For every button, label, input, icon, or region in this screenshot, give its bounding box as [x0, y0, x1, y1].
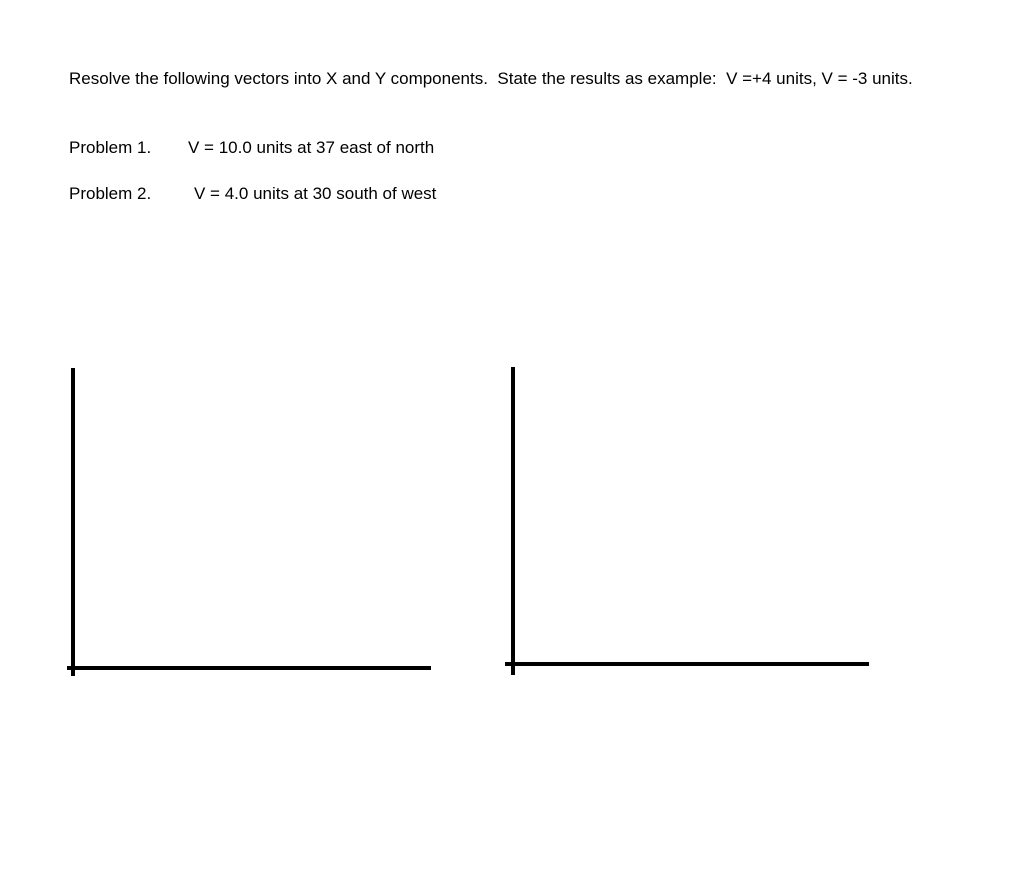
problem-1-label: Problem 1. — [69, 138, 152, 157]
problem-2-statement: V = 4.0 units at 30 south of west — [194, 184, 437, 203]
axes-set-1 — [67, 368, 431, 676]
problem-2-label: Problem 2. — [69, 184, 152, 203]
instructions-text: Resolve the following vectors into X and Y components. State the results as example: V =+4 units, V = -3 units. — [69, 69, 913, 88]
axes-set-2 — [505, 367, 869, 675]
problem-1-statement: V = 10.0 units at 37 east of north — [188, 138, 435, 157]
